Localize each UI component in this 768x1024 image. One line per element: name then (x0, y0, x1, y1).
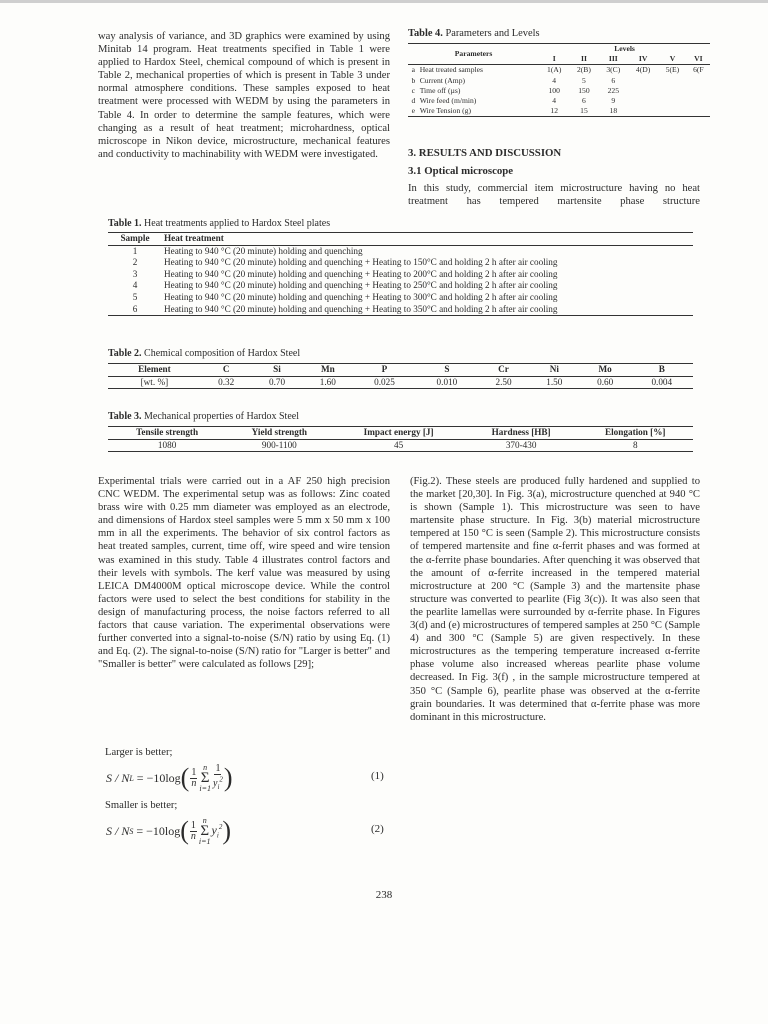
results-paragraph: (Fig.2). These steels are produced fully hardened and supplied to the market [20,30]. In Fig. 3(a), microstructure quenched at 940 °C is shown (Sample 1). This microstructure was seen to have martensite phase structure. In Fig. 3(b) material microstructure tempered at 150 °C is seen (Sample 2). This microstructure consists of tempered martensite and fine α-ferrit phases and was formed at the α-ferrite phase boundaries. After quenching it was observed that the amount of α-ferrite increased in the tempered material microstructure at 200 °C (Sample 3) and the martensite phase structure was converted to pearlite (Fig 3(c)). It was also seen that the pearlite lamellas were surrounded by α-ferrite phase. In Figures 3(d) and (e) microstructures of tempered samples at 250 °C (Sample 4) and 300 °C (Sample 5) are given respectively. In these microstructures as the tempering temperature increased α-ferrite phase volume also increased whereas pearlite phase volume decreased. In Fig. 3(f) , in the sample microstructure tempered at 350 °C (Sample 6), pearlite phase was observed at the α-ferrite grain boundaries. It was determined that α-ferrite phase was more dominant in this microstructure. (410, 476, 700, 723)
parameters-table (408, 43, 710, 117)
sample-number: 2 (132, 257, 138, 268)
element-header: S (444, 364, 450, 374)
eq2-number: (2) (371, 823, 384, 835)
element-header: Cr (498, 364, 509, 374)
param-value (658, 86, 687, 96)
param-name: Current (Amp) (419, 75, 466, 85)
param-value: 5(E) (665, 65, 680, 75)
composition-value: 1.60 (319, 376, 336, 387)
treatment-row (108, 304, 693, 316)
param-value (687, 76, 710, 86)
param-key: a (411, 65, 416, 75)
equation-2: S / N S = −10log ( $\frac{1}{n}$ n Σ i=1 $y_i^2$ ) (106, 815, 231, 846)
treatment-text: Heating to 940 °C (20 minute) holding and quenching + Heating to 250°C and holding 2 h after air cooling (164, 280, 558, 291)
param-key: b (411, 75, 416, 85)
param-value: 4 (552, 75, 557, 85)
param-value (687, 106, 710, 117)
eq1-number: (1) (371, 770, 384, 782)
table-3-label: Table 3. (108, 411, 142, 422)
composition-value: 0.70 (268, 376, 286, 387)
element-header: Si (273, 364, 281, 374)
param-value: 15 (580, 106, 588, 116)
table-1 (108, 218, 693, 316)
treatment-text: Heating to 940 °C (20 minute) holding and quenching + Heating to 150°C and holding 2 h after air cooling (164, 257, 558, 268)
param-value: 12 (550, 106, 558, 116)
param-value: 1(A) (547, 65, 562, 75)
composition-value: 1.50 (546, 376, 563, 387)
section-intro: In this study, commercial item microstructure having no heat treatment has tempered martensite phase structure (408, 183, 700, 208)
table-4-label: Table 4. (408, 28, 443, 39)
property-header: Yield strength (251, 427, 308, 437)
intro-paragraph: way analysis of variance, and 3D graphics were examined by using Minitab 14 program. Heat treatments specified in Table 1 were applied to Hardox Steel, chemical compound of which is present in Table 2, mechanical properties of which is present in Table 3 under normal atmosphere conditions. These samples exposed to heat treatment were processed with WEDM by using the parameters in Table 4. In order to determine the sample features, which were changing as a result of heat treatment; microhardness, optical microscope in Nikon device, microstructure, mechanical features and conductivity to machinability with WEDM were investigated. (98, 31, 390, 160)
param-row (408, 86, 710, 96)
property-value: 900-1100 (261, 439, 297, 450)
param-name: Wire feed (m/min) (419, 96, 477, 106)
levels-header: Levels (614, 44, 635, 53)
sample-number: 5 (132, 291, 138, 302)
property-header: Hardness [HB] (491, 427, 551, 437)
eq1-sub: L (129, 773, 134, 783)
eq1-lhs: S / N (106, 770, 130, 785)
element-header: Ni (549, 364, 559, 374)
element-header: Mn (320, 364, 335, 374)
property-header: Tensile strength (136, 427, 199, 437)
table-2-caption (108, 348, 693, 360)
param-key: d (411, 96, 416, 106)
param-name: Wire Tension (g) (419, 106, 472, 116)
subsection-heading: 3.1 Optical microscope (408, 165, 514, 177)
param-value: 9 (611, 96, 616, 106)
level-label: IV (638, 54, 648, 64)
param-name: Time off (µs) (419, 85, 461, 95)
table-1-title: Heat treatments applied to Hardox Steel plates (144, 218, 331, 229)
table-3-caption (108, 411, 693, 423)
composition-value: 0.32 (218, 376, 235, 387)
treatment-text: Heating to 940 °C (20 minute) holding and quenching + Heating to 200°C and holding 2 h after air cooling (164, 268, 558, 279)
property-value: 8 (632, 439, 638, 450)
param-value (658, 76, 687, 86)
composition-value: 0.025 (374, 376, 395, 387)
param-value (628, 96, 658, 106)
treatment-text: Heating to 940 °C (20 minute) holding and quenching + Heating to 350°C and holding 2 h after air cooling (164, 303, 558, 314)
heat-treatment-table (108, 232, 693, 316)
param-value (687, 86, 710, 96)
treatment-row (108, 280, 693, 292)
property-header: Impact energy [J] (363, 427, 434, 437)
composition-value: 2.50 (495, 376, 512, 387)
level-label: V (669, 54, 676, 64)
property-value: 1080 (157, 439, 177, 450)
param-value: 150 (578, 85, 590, 95)
table-1-caption (108, 218, 693, 230)
sample-number: 1 (132, 245, 138, 256)
param-row (408, 96, 710, 106)
table-2-label: Table 2. (108, 348, 142, 359)
treatment-row (108, 292, 693, 304)
treatment-row (108, 269, 693, 281)
composition-value: 0.60 (597, 376, 614, 387)
param-value: 6 (611, 75, 616, 85)
element-header: C (222, 364, 230, 374)
element-header: P (381, 364, 388, 374)
page-number: 238 (375, 889, 393, 901)
treatment-text: Heating to 940 °C (20 minute) holding and quenching + Heating to 300°C and holding 2 h after air cooling (164, 291, 558, 302)
param-value: 6 (582, 96, 586, 106)
table-1-label: Table 1. (108, 218, 142, 229)
property-value: 370-430 (505, 439, 537, 450)
param-row (408, 76, 710, 86)
sample-number: 3 (132, 268, 138, 279)
param-value: 18 (609, 106, 618, 116)
param-value (628, 106, 658, 117)
table-2 (108, 348, 693, 389)
level-label: III (608, 54, 618, 64)
param-value: 225 (607, 85, 620, 95)
param-value: 3(C) (606, 65, 621, 75)
level-label: II (580, 54, 587, 64)
col-heat-treatment: Heat treatment (164, 233, 224, 243)
sample-number: 4 (132, 280, 138, 291)
treatment-row (108, 245, 693, 257)
col-sample: Sample (120, 233, 150, 243)
table-4-caption (408, 28, 710, 40)
mechanical-table (108, 426, 693, 452)
equation-1: S / N L = −10log ( $\frac{1}{n}$ n Σ i=1 $\frac{1}{y_i^2}$ ) (106, 762, 233, 793)
property-header: Elongation [%] (605, 427, 666, 437)
eq2-label: Smaller is better; (105, 800, 178, 811)
param-value (628, 76, 658, 86)
param-value: 6(F (693, 65, 704, 75)
element-header: Element (138, 364, 171, 374)
param-value: 4 (552, 96, 557, 106)
param-value (658, 96, 687, 106)
param-value (658, 106, 687, 117)
level-label: I (552, 54, 556, 64)
section-heading: 3. RESULTS AND DISCUSSION (408, 147, 562, 159)
element-header: Mo (598, 364, 612, 374)
param-name: Heat treated samples (419, 65, 483, 75)
treatment-row (108, 257, 693, 269)
param-key: e (411, 106, 416, 116)
param-value: 2(B) (576, 65, 591, 75)
table-4-title: Parameters and Levels (445, 28, 540, 39)
property-value: 45 (394, 439, 404, 450)
param-row (408, 106, 710, 117)
page-top-edge (0, 0, 768, 3)
method-paragraph: Experimental trials were carried out in a AF 250 high precision CNC WEDM. The experimental setup was as follows: Zinc coated brass wire with 0.25 mm diameter was employed as an electrode, and dimensions of Hardox steel samples were 5 mm x 50 mm x 100 mm in all the experiments. The behavior of six control factors as heat treated samples, current, time off, wire speed and wire tension was examined in this study. Table 4 illustrates control factors and their levels with symbols. The kerf value was measured by using LEICA DM4000M optical microscope device. While the control factors were used to select the best conditions for stability in the design of manufacturing process, the noise factors referred to all factors that cause variation. The experimental observations were further converted into a signal-to-noise (S/N) ratio by using Eq. (1) and Eq. (2). The signal-to-noise (S/N) ratio for "Larger is better" and "Smaller is better" were calculated as follows [29]; (98, 476, 390, 671)
composition-value: 0.004 (651, 376, 673, 387)
param-value (687, 96, 710, 106)
treatment-text: Heating to 940 °C (20 minute) holding and quenching (164, 245, 363, 256)
element-header: B (658, 364, 665, 374)
table-3-title: Mechanical properties of Hardox Steel (144, 411, 299, 422)
param-value: 100 (548, 85, 560, 95)
params-header: Parameters (408, 44, 539, 65)
table-4 (408, 28, 710, 117)
table-3 (108, 411, 693, 452)
table-2-title: Chemical composition of Hardox Steel (144, 348, 301, 359)
level-label: VI (694, 54, 703, 64)
param-value: 5 (582, 75, 586, 85)
param-value (628, 86, 658, 96)
eq1-label: Larger is better; (105, 747, 173, 758)
param-value: 4(D) (635, 65, 651, 75)
eq2-sub: S (129, 826, 134, 836)
param-key: c (411, 85, 416, 95)
chemical-table (108, 363, 693, 389)
param-row (408, 65, 710, 76)
composition-value: [wt. %] (140, 376, 169, 387)
composition-value: 0.010 (436, 376, 458, 387)
sample-number: 6 (132, 303, 138, 314)
eq2-lhs: S / N (106, 823, 130, 838)
